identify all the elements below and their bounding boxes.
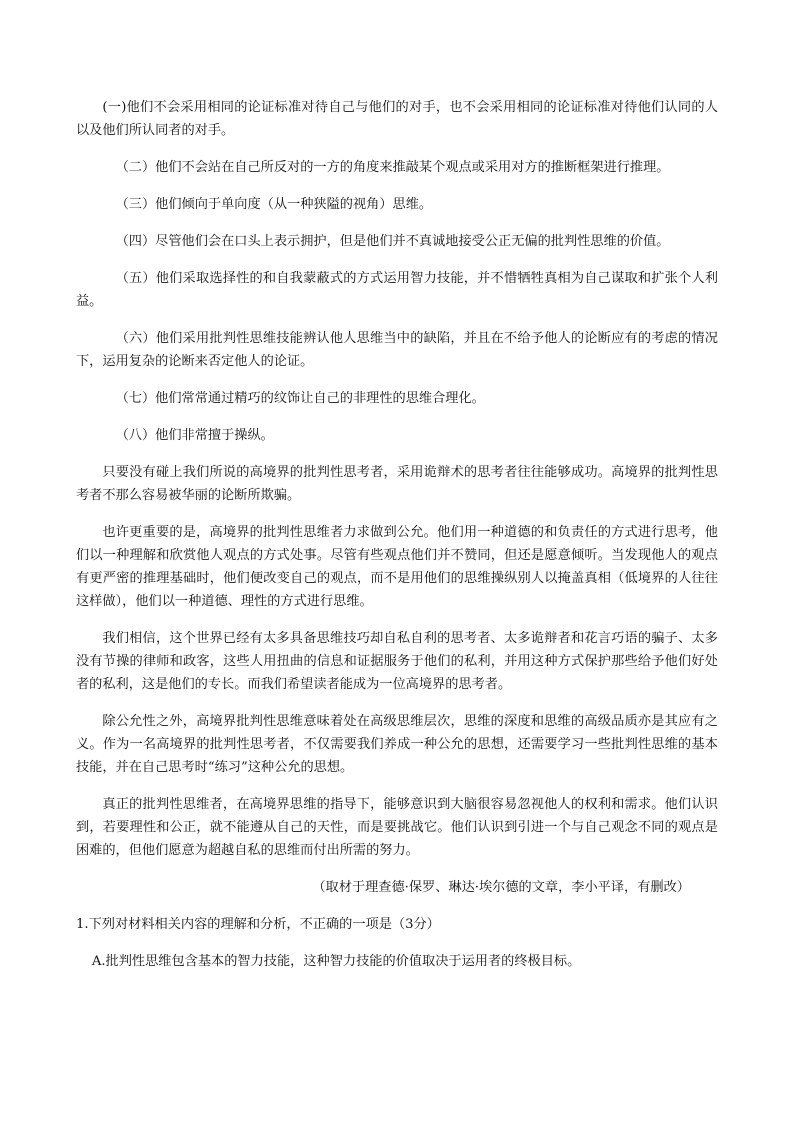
- paragraph-10: 也许更重要的是，高境界的批判性思维者力求做到公允。他们用一种道德的和负责任的方式进行思考，他们以一种理解和欣赏他人观点的方式处事。尽管有些观点他们并不赞同，但还是愿意倾听。当发现他人的观点有更严密的推理基础时，他们便改变自己的观点，而不是用他们的思维操纵别人以掩盖真相（低境界的人往往这样做），他们以一种道德、理性的方式进行思维。: [76, 525, 718, 609]
- question-option-a: A.批判性思维包含基本的智力技能，这种智力技能的价值取决于运用者的终极目标。: [91, 954, 581, 969]
- paragraph-7: （七）他们常常通过精巧的纹饰让自己的非理性的思维合理化。: [115, 391, 485, 406]
- paragraph-6: （六）他们采用批判性思维技能辨认他人思维当中的缺陷，并且在不给予他人的论断应有的考虑的情况下，运用复杂的论断来否定他人的论证。: [76, 331, 718, 369]
- paragraph-2: （二）他们不会站在自己所反对的一方的角度来推敲某个观点或采用对方的推断框架进行推理。: [115, 160, 670, 175]
- paragraph-1: (一)他们不会采用相同的论证标准对待自己与他们的对手，也不会采用相同的论证标准对待他们认同的人以及他们所认同者的对手。: [76, 100, 718, 138]
- source-note: （取材于理查德·保罗、琳达·埃尔德的文章，李小平译，有删改）: [312, 880, 690, 895]
- paragraph-5: （五）他们采取选择性的和自我蒙蔽式的方式运用智力技能，并不惜牺牲真相为自己谋取和扩张个人利益。: [76, 271, 718, 309]
- question-stem: 1.下列对材料相关内容的理解和分析，不正确的一项是（3分）: [76, 917, 440, 932]
- paragraph-3: （三）他们倾向于单向度（从一种狭隘的视角）思维。: [115, 197, 433, 212]
- paragraph-12: 除公允性之外，高境界批判性思维意味着处在高级思维层次，思维的深度和思维的高级品质亦是其应有之义。作为一名高境界的批判性思考者，不仅需要我们养成一种公允的思想，还需要学习一些批判性思维的基本技能，并在自己思考时“练习”这种公允的思想。: [76, 714, 718, 775]
- paragraph-8: （八）他们非常擅于操纵。: [115, 428, 274, 443]
- paragraph-13: 真正的批判性思维者，在高境界思维的指导下，能够意识到大脑很容易忽视他人的权利和需求。他们认识到，若要理性和公正，就不能遵从自己的天性，而是要挑战它。他们认识到引进一个与自己观念不同的观点是困难的，但他们愿意为超越自私的思维而付出所需的努力。: [76, 797, 718, 858]
- paragraph-9: 只要没有碰上我们所说的高境界的批判性思考者，采用诡辩术的思考者往往能够成功。高境界的批判性思考者不那么容易被华丽的论断所欺骗。: [76, 465, 718, 503]
- paragraph-11: 我们相信，这个世界已经有太多具备思维技巧却自私自利的思考者、太多诡辩者和花言巧语的骗子、太多没有节操的律师和政客，这些人用扭曲的信息和证据服务于他们的私利，并用这种方式保护那些给予他们好处者的私利，这是他们的专长。而我们希望读者能成为一位高境界的思考者。: [76, 631, 718, 692]
- document-page: [76, 96, 718, 973]
- paragraph-4: （四）尽管他们会在口头上表示拥护，但是他们并不真诚地接受公正无偏的批判性思维的价值。: [115, 234, 670, 249]
